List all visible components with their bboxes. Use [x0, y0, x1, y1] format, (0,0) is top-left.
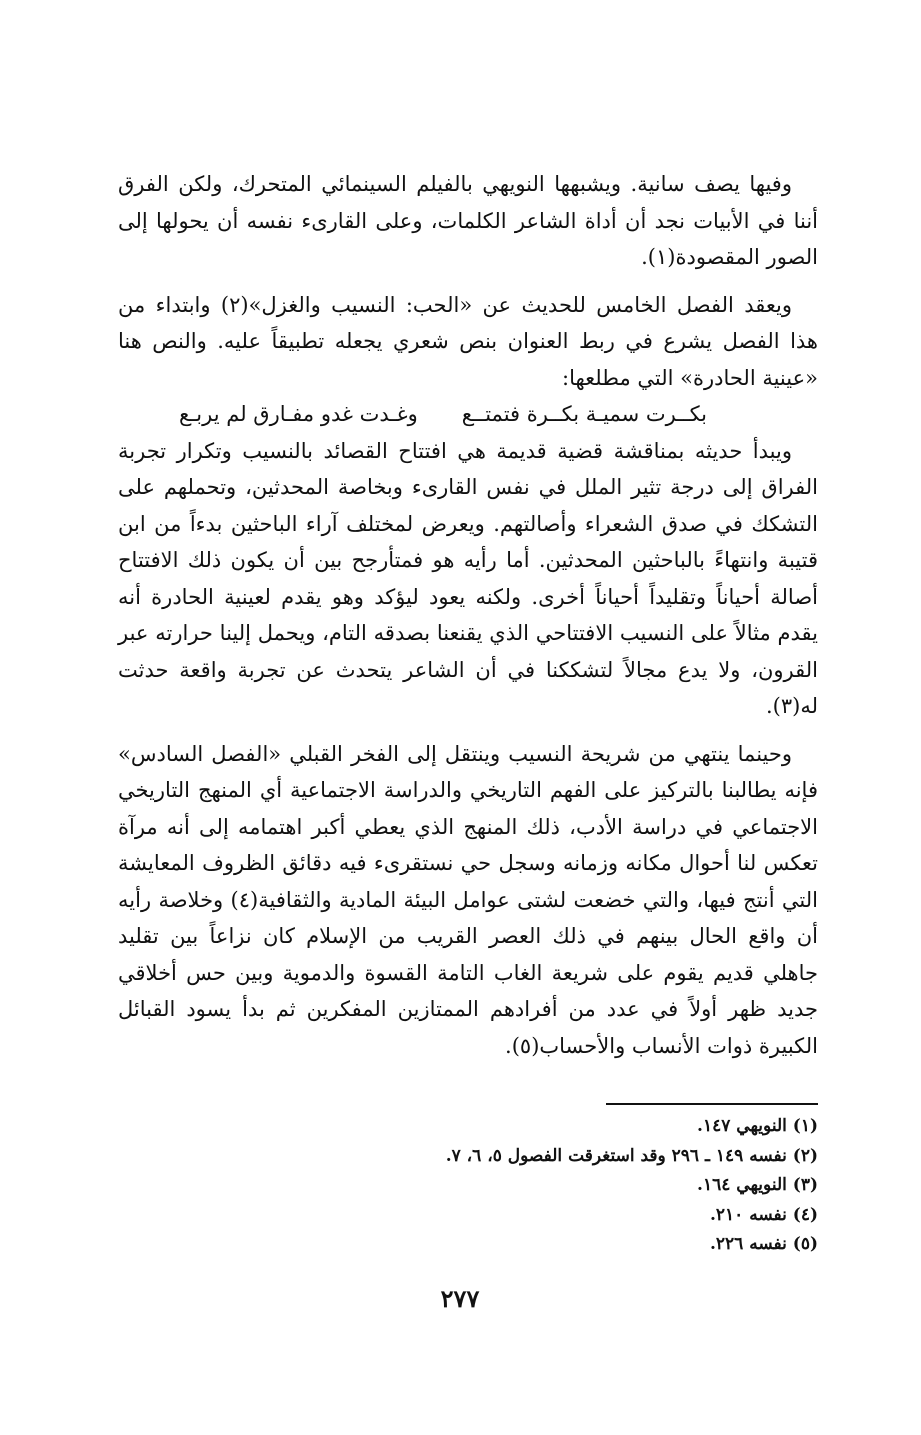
- paragraph-3: ويبدأ حديثه بمناقشة قضية قديمة هي افتتاح القصائد بالنسيب وتكرار تجربة الفراق إلى درجة تثير الملل في نفس القارىء وبخاصة المحدثين، وتحملهم على التشكك في صدق الشعراء وأصالتهم. ويعرض لمختلف آراء الباحثين بدءاً من ابن قتيبة وانتهاءً بالباحثين المحدثين. أما رأيه هو فمتأرجح بين أن يكون ذلك الافتتاح أصالة أحياناً وتقليداً أحياناً أخرى. ولكنه يعود ليؤكد وهو يقدم لعينية الحادرة أنه يقدم مثالاً على النسيب الافتتاحي الذي يقنعنا بصدقه التام، ويحمل إلينا حرارته عبر القرون، ولا يدع مجالاً لتشككنا في أن الشاعر يتحدث عن تجربة واقعة حدثت له(٣).: [118, 438, 818, 718]
- paragraph-2: ويعقد الفصل الخامس للحديث عن «الحب: النسيب والغزل»(٢) وابتداء من هذا الفصل يشرع في ربط العنوان بنص شعري يجعله تطبيقاً عليه. والنص هنا «عينية الحادرة» التي مطلعها:: [118, 292, 818, 390]
- verse-first-hemistich: بكــرت سميـة بكــرة فتمتــع: [461, 402, 708, 426]
- page-number: ٢٧٧: [440, 1284, 480, 1313]
- poem-verse: [118, 396, 818, 433]
- paragraph-1: وفيها يصف سانية. ويشبهها النويهي بالفيلم السينمائي المتحرك، ولكن الفرق أننا في الأبيات نجد أن أداة الشاعر الكلمات، وعلى القارىء نفسه أن يحولها إلى الصور المقصودة(١).: [118, 172, 818, 269]
- verse-second-hemistich: وغـدت غدو مفـارق لم يربـع: [178, 402, 418, 426]
- body-text: [118, 166, 818, 1064]
- footnote-separator: [606, 1103, 818, 1105]
- paragraph-4: وحينما ينتهي من شريحة النسيب وينتقل إلى الفخر القبلي «الفصل السادس» فإنه يطالبنا بالتركيز على الفهم التاريخي والدراسة الاجتماعية أي المنهج التاريخي الاجتماعي في دراسة الأدب، ذلك المنهج الذي يعطي أكبر اهتمامه إلى أنه مرآة تعكس لنا أحوال مكانه وزمانه وسجل حي نستقرىء فيه دقائق الظروف المعايشة التي أنتج فيها، والتي خضعت لشتى عوامل البيئة المادية والثقافية(٤) وخلاصة رأيه أن واقع الحال بينهم في ذلك العصر القريب من الإسلام كان نزاعاً بين تقليد جاهلي قديم يقوم على شريعة الغاب التامة القسوة والدموية وبين حس أخلاقي جديد ظهر أولاً في عدد من أفرادهم الممتازين المفكرين ثم بدأ يسود القبائل الكبيرة ذوات الأنساب والأحساب(٥).: [118, 741, 818, 1058]
- footnote-5: (٥) نفسه ٢٢٦.: [709, 1234, 818, 1254]
- footnote-1: (١) النويهي ١٤٧.: [697, 1116, 818, 1136]
- footnotes: [118, 1112, 818, 1260]
- footnote-3: (٣) النويهي ١٦٤.: [697, 1175, 818, 1195]
- footnote-4: (٤) نفسه ٢١٠.: [709, 1204, 818, 1225]
- footnote-2: (٢) نفسه ١٤٩ ـ ٢٩٦ وقد استغرقت الفصول ٥، ٦، ٧.: [445, 1145, 818, 1166]
